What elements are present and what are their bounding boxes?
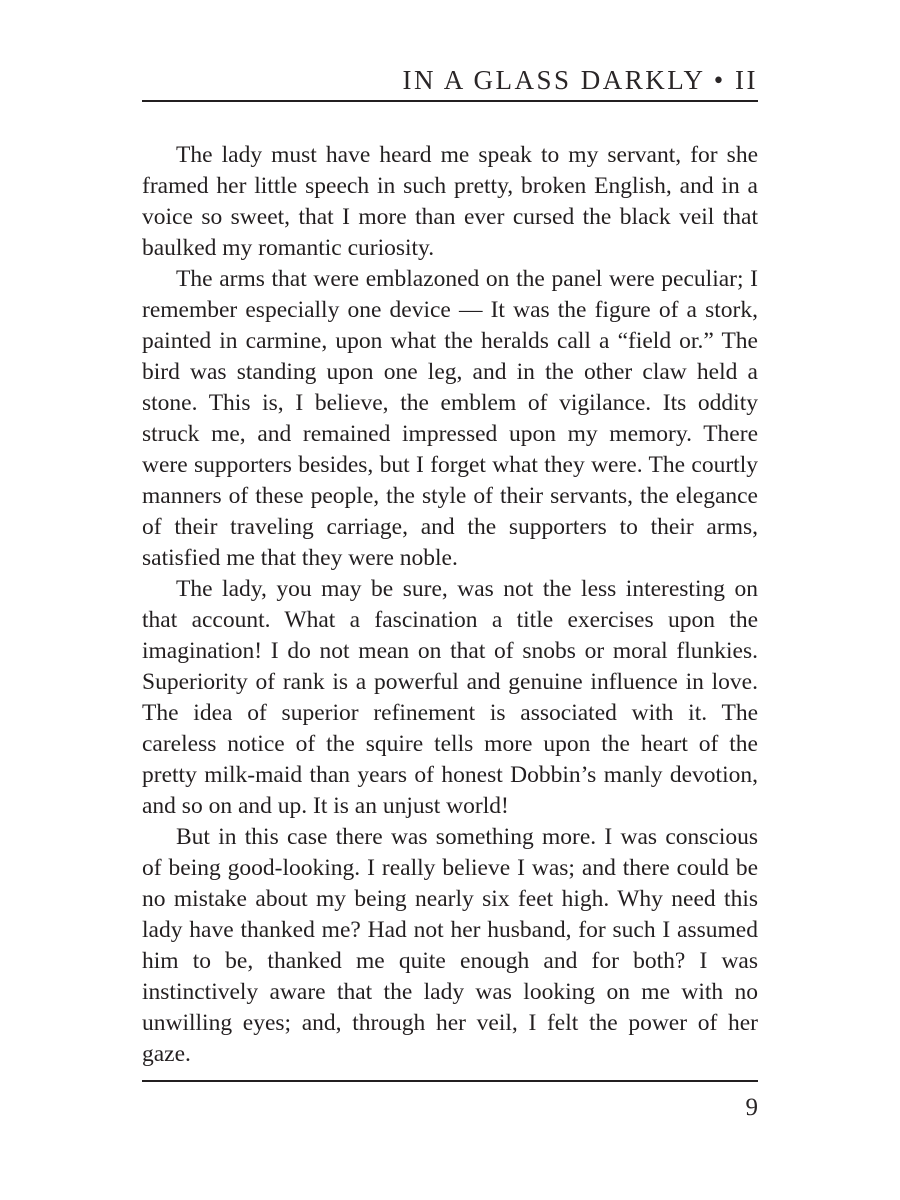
page-number: 9 [745, 1094, 758, 1121]
paragraph: The arms that were emblazoned on the panel were peculiar; I remember especially one device — It was the figure of a stork, painted in carmine, upon what the heralds call a “field or.” The bird was standing upon one leg, and in the other claw held a stone. This is, I believe, the emblem of vigilance. Its oddity struck me, and remained impressed upon my memory. There were supporters besides, but I forget what they were. The courtly manners of these people, the style of their servants, the elegance of their traveling carriage, and the supporters to their arms, satisfied me that they were noble. [142, 266, 758, 571]
paragraph: The lady, you may be sure, was not the less interesting on that account. What a fascination a title exercises upon the imagination! I do not mean on that of snobs or moral flunkies. Superiority of rank is a powerful and genuine influence in love. The idea of superior refinement is associated with it. The careless notice of the squire tells more upon the heart of the pretty milk-maid than years of honest Dobbin’s manly devotion, and so on and up. It is an unjust world! [142, 576, 758, 819]
header-rule [142, 100, 758, 102]
paragraph: But in this case there was something more. I was conscious of being good-looking. I really believe I was; and there could be no mistake about my being nearly six feet high. Why need this lady have thanked me? Had not her husband, for such I assumed him to be, thanked me quite enough and for both? I was instinctively aware that the lady was looking on me with no unwilling eyes; and, through her veil, I felt the power of her gaze. [142, 824, 758, 1067]
paragraph: The lady must have heard me speak to my servant, for she framed her little speech in such pretty, broken English, and in a voice so sweet, that I more than ever cursed the black veil that baulked my romantic curiosity. [142, 142, 758, 261]
body-text [142, 140, 758, 1070]
running-head: IN A GLASS DARKLY • II [402, 65, 758, 95]
footer-rule [142, 1080, 758, 1082]
